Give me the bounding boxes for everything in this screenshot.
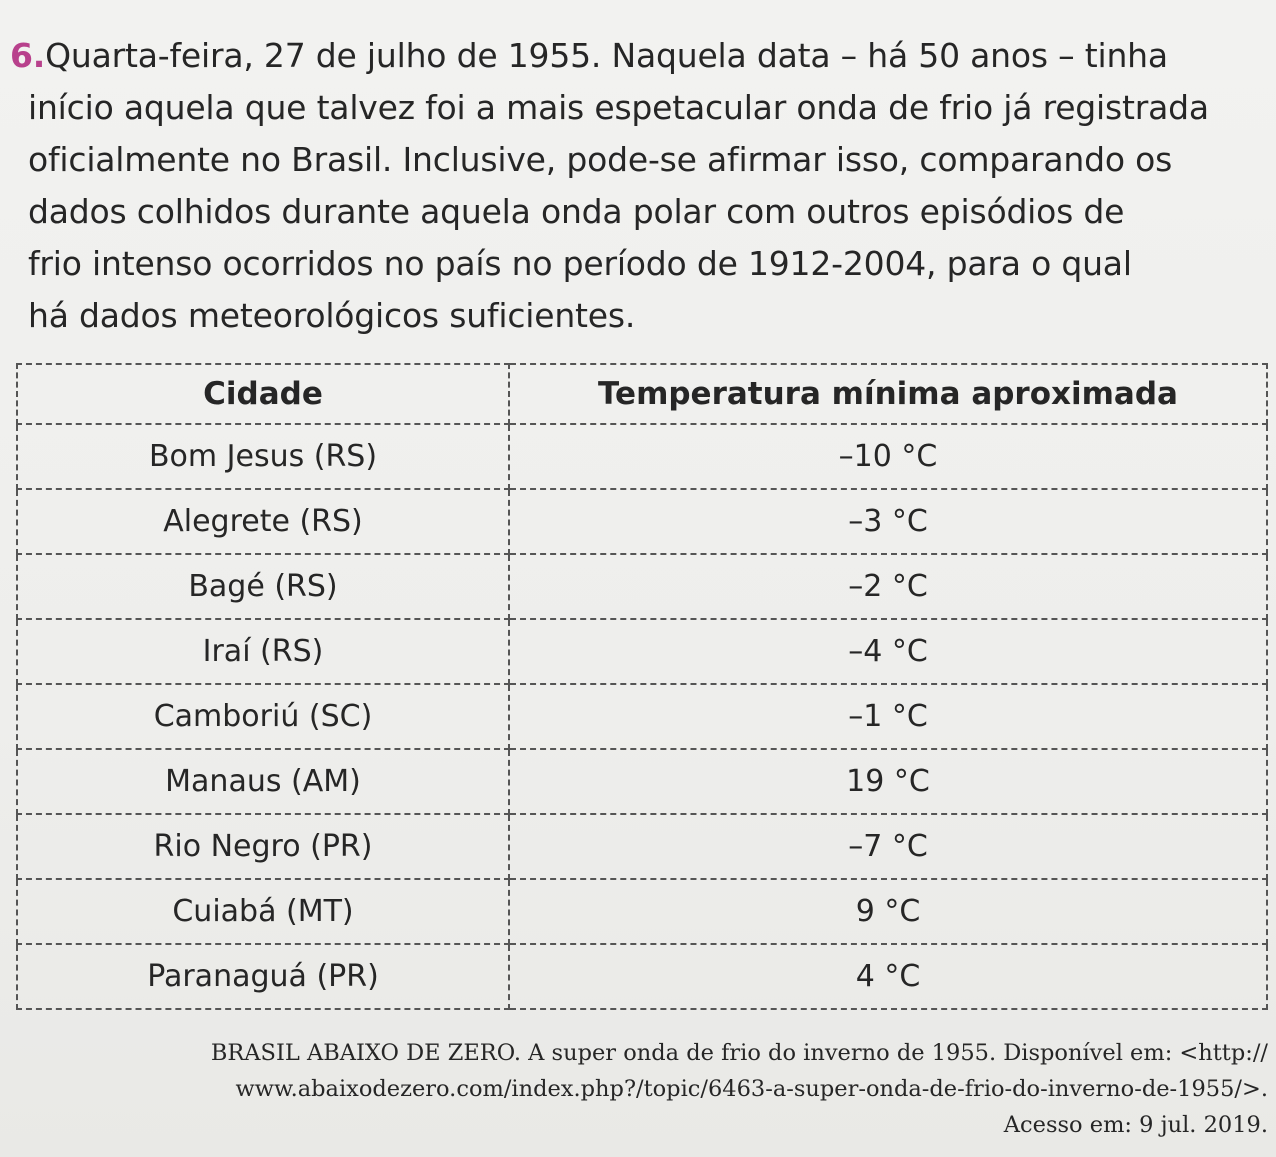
temperature-cell: –1 °C bbox=[509, 684, 1267, 749]
question-number: 6. bbox=[10, 36, 46, 75]
table-row bbox=[17, 554, 1267, 619]
question-line-1: 6.Quarta-feira, 27 de julho de 1955. Naquela data – há 50 anos – tinha bbox=[10, 36, 1168, 75]
city-cell: Paranaguá (PR) bbox=[17, 944, 509, 1009]
source-line-3: Acesso em: 9 jul. 2019. bbox=[1003, 1112, 1268, 1138]
temperature-cell: –7 °C bbox=[509, 814, 1267, 879]
temperature-cell: –10 °C bbox=[509, 424, 1267, 489]
column-header-temperature: Temperatura mínima aproximada bbox=[509, 364, 1267, 424]
city-cell: Alegrete (RS) bbox=[17, 489, 509, 554]
question-line-3: oficialmente no Brasil. Inclusive, pode-se afirmar isso, comparando os bbox=[28, 140, 1173, 179]
table-row bbox=[17, 944, 1267, 1009]
source-line-1: BRASIL ABAIXO DE ZERO. A super onda de frio do inverno de 1955. Disponível em: <http:// bbox=[210, 1040, 1268, 1066]
temperature-cell: 19 °C bbox=[509, 749, 1267, 814]
temperature-cell: 9 °C bbox=[509, 879, 1267, 944]
table-row bbox=[17, 814, 1267, 879]
temperature-cell: –2 °C bbox=[509, 554, 1267, 619]
table-row bbox=[17, 684, 1267, 749]
question-line-2: início aquela que talvez foi a mais espetacular onda de frio já registrada bbox=[28, 88, 1209, 127]
table-row bbox=[17, 489, 1267, 554]
temperature-cell: –4 °C bbox=[509, 619, 1267, 684]
temperature-table bbox=[16, 363, 1268, 1010]
city-cell: Rio Negro (PR) bbox=[17, 814, 509, 879]
table-header-row bbox=[17, 364, 1267, 424]
table-row bbox=[17, 424, 1267, 489]
column-header-city: Cidade bbox=[17, 364, 509, 424]
question-line-5: frio intenso ocorridos no país no período de 1912-2004, para o qual bbox=[28, 244, 1132, 283]
table-row bbox=[17, 619, 1267, 684]
city-cell: Camboriú (SC) bbox=[17, 684, 509, 749]
temperature-cell: –3 °C bbox=[509, 489, 1267, 554]
city-cell: Iraí (RS) bbox=[17, 619, 509, 684]
question-line-4: dados colhidos durante aquela onda polar com outros episódios de bbox=[28, 192, 1125, 231]
source-line-2: www.abaixodezero.com/index.php?/topic/6463-a-super-onda-de-frio-do-inverno-de-1955/>. bbox=[235, 1076, 1268, 1102]
table-row bbox=[17, 879, 1267, 944]
table-row bbox=[17, 749, 1267, 814]
temperature-cell: 4 °C bbox=[509, 944, 1267, 1009]
question-line-6: há dados meteorológicos suficientes. bbox=[28, 296, 636, 335]
city-cell: Cuiabá (MT) bbox=[17, 879, 509, 944]
source-citation bbox=[0, 1035, 1268, 1143]
city-cell: Bagé (RS) bbox=[17, 554, 509, 619]
city-cell: Manaus (AM) bbox=[17, 749, 509, 814]
city-cell: Bom Jesus (RS) bbox=[17, 424, 509, 489]
question-text bbox=[10, 30, 1260, 342]
